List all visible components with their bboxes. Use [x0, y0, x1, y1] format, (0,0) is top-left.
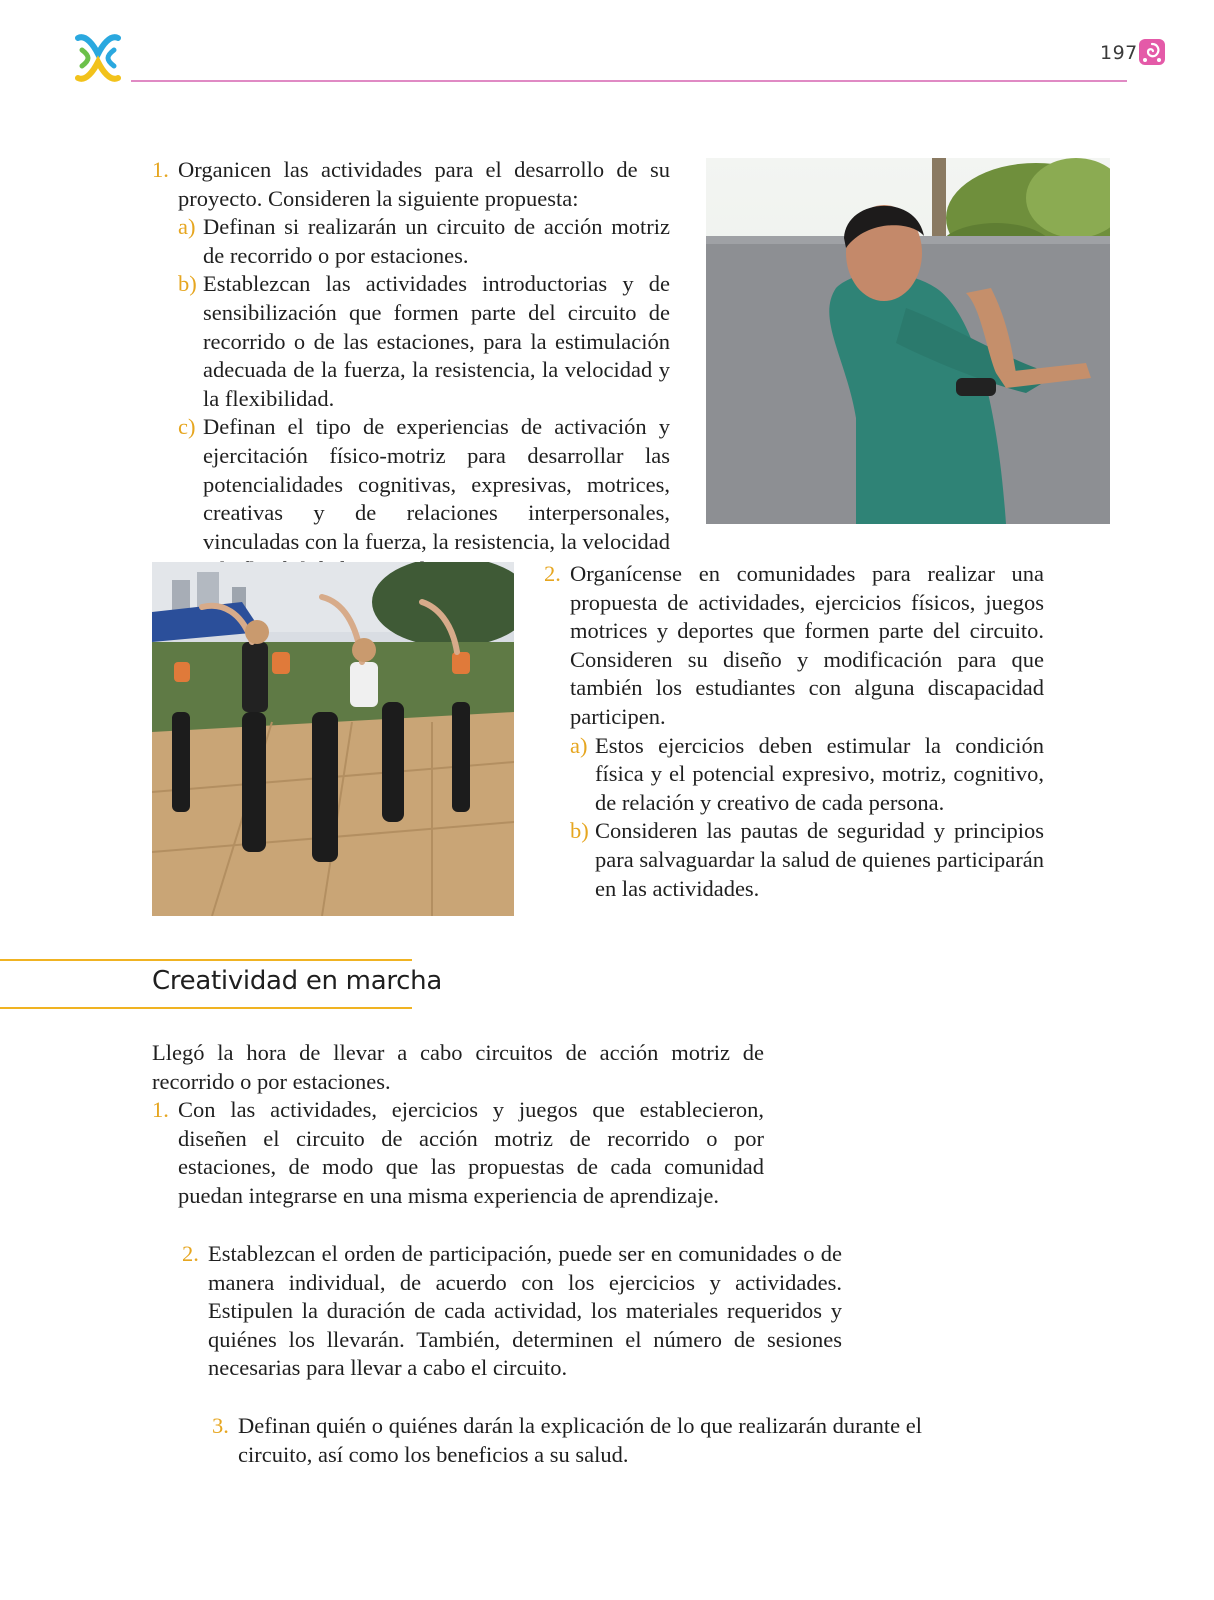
item-text: Organicen las actividades para el desarrollo de su proyecto. Consideren la siguiente propuesta: — [178, 157, 670, 211]
item-number: 1. — [152, 1097, 169, 1122]
item-number: 2. — [182, 1241, 199, 1266]
subitem-text: Definan si realizarán un circuito de acción motriz de recorrido o por estaciones. — [203, 214, 670, 268]
subitem-text: Establezcan las actividades introductorias y de sensibilización que formen parte del circuito de recorrido o de las estaciones, para la estimulación adecuada de la fuerza, la resistencia, la velocidad y la flexibilidad. — [203, 271, 670, 411]
subitem-text: Consideren las pautas de seguridad y principios para salvaguardar la salud de quienes participarán en las actividades. — [595, 818, 1044, 901]
subitem-letter: b) — [570, 818, 589, 844]
section-intro-text: Llegó la hora de llevar a cabo circuitos de acción motriz de recorrido o por estaciones. — [152, 1040, 764, 1094]
section-item-2 — [182, 1240, 842, 1383]
spiral-ornament-icon — [1138, 38, 1166, 66]
section-item-1 — [152, 1096, 764, 1210]
subitem-letter: c) — [178, 414, 196, 440]
section-intro — [152, 1039, 764, 1096]
section-rule-bottom — [0, 1007, 412, 1009]
item-number: 1. — [152, 157, 169, 182]
activity-item-1 — [152, 156, 670, 585]
header-rule — [131, 80, 1127, 82]
series-logo-icon — [72, 32, 124, 84]
item-number: 2. — [544, 561, 561, 586]
item-text: Organícense en comunidades para realizar una propuesta de actividades, ejercicios físicos, juegos motrices y deportes que formen parte del circuito. Consideren su diseño y modificación para que también los estudiantes con alguna discapacidad participen. — [570, 561, 1044, 729]
page-number: 197 — [1100, 42, 1138, 64]
subitem-letter: a) — [570, 732, 588, 758]
subitem-letter: a) — [178, 214, 196, 240]
item-number: 3. — [212, 1413, 229, 1438]
subitem-text: Definan el tipo de experiencias de activación y ejercitación físico-motriz para desarrollar las potencialidades cognitivas, expresivas, motrices, creativas y de relaciones interpersonales, vinculadas con la fuerza, la resistencia, la velocidad — [203, 414, 670, 554]
subitem-a — [570, 732, 1044, 818]
section-title: Creatividad en marcha — [152, 966, 442, 996]
activity-item-2 — [544, 560, 1044, 903]
item-text: Establezcan el orden de participación, puede ser en comunidades o de manera individual, de acuerdo con los ejercicios y actividades. Estipulen la duración de cada actividad, los materiales requeridos y quiénes los llevarán. También, determinen el número de sesiones necesarias para llevar a cabo el circuito. — [208, 1241, 842, 1381]
subitem-b — [178, 270, 670, 413]
subitem-b — [570, 817, 1044, 903]
photo-man-stretching — [706, 158, 1110, 524]
section-rule-top — [0, 959, 412, 961]
item-text: Con las actividades, ejercicios y juegos que establecieron, diseñen el circuito de acción motriz de recorrido o por estaciones, de modo que las propuestas de cada comunidad puedan integrarse en una misma experiencia de aprendizaje. — [178, 1097, 764, 1208]
section-item-3 — [212, 1412, 922, 1469]
item-text: Definan quién o quiénes darán la explicación de lo que realizarán durante el circuito, así como los beneficios a su salud. — [238, 1413, 922, 1467]
subitem-text: Estos ejercicios deben estimular la condición física y el potencial expresivo, motriz, cognitivo, de relación y creativo de cada persona. — [595, 732, 1044, 815]
subitem-letter: b) — [178, 271, 197, 297]
photo-group-stretching — [152, 562, 514, 916]
subitem-a — [178, 213, 670, 270]
